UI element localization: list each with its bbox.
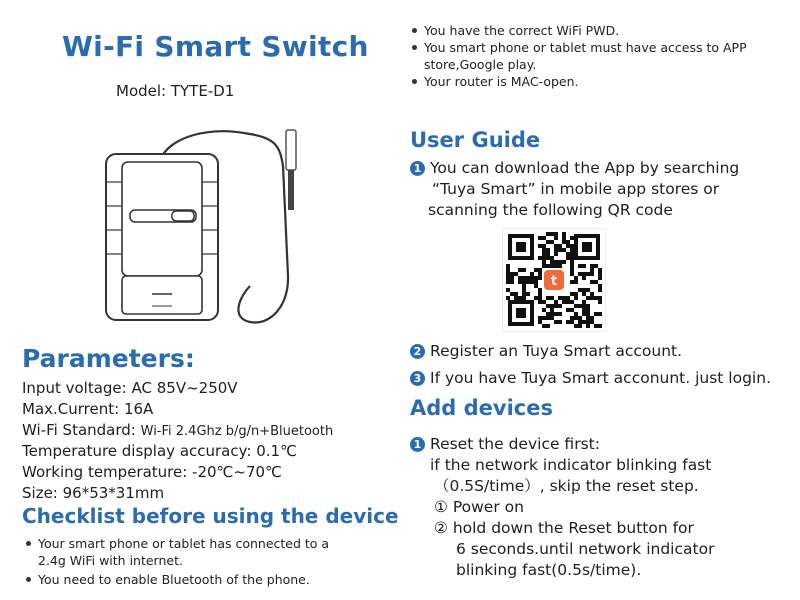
- qr-module: [506, 280, 510, 284]
- qr-module: [550, 264, 554, 268]
- qr-module: [570, 280, 574, 284]
- qr-module: [598, 272, 602, 276]
- param-input-voltage-label: Input voltage:: [22, 379, 127, 397]
- qr-module: [558, 248, 562, 252]
- qr-module: [590, 316, 594, 320]
- qr-module: [574, 280, 578, 284]
- qr-module: [554, 248, 558, 252]
- qr-module: [514, 296, 518, 300]
- qr-module: [526, 292, 530, 296]
- qr-module: [550, 296, 554, 300]
- qr-module: [586, 312, 590, 316]
- qr-module: [554, 300, 558, 304]
- qr-module: [590, 272, 594, 276]
- qr-module: [538, 256, 542, 260]
- param-wifi-standard: [22, 420, 333, 442]
- qr-module: [554, 232, 558, 236]
- qr-module: [534, 280, 538, 284]
- qr-module: [546, 264, 550, 268]
- qr-module: [554, 260, 558, 264]
- qr-module: [582, 304, 586, 308]
- guide-step-2-text: Register an Tuya Smart account.: [430, 342, 683, 360]
- device-illustration: [100, 126, 310, 336]
- param-max-current: Max.Current: 16A: [22, 400, 154, 418]
- qr-module: [550, 304, 554, 308]
- qr-module: [570, 292, 574, 296]
- qr-module: [574, 324, 578, 328]
- qr-module: [558, 304, 562, 308]
- qr-module: [558, 244, 562, 248]
- checklist-item: [24, 535, 384, 569]
- tuya-logo-letter: t: [550, 274, 558, 289]
- qr-module: [566, 256, 570, 260]
- qr-module: [582, 308, 586, 312]
- qr-module: [514, 292, 518, 296]
- qr-module: [554, 320, 558, 324]
- qr-module: [562, 236, 566, 240]
- qr-module: [510, 292, 514, 296]
- qr-module: [590, 320, 594, 324]
- top-bullet-text: store,Google play.: [424, 57, 537, 72]
- checklist-list: [24, 535, 384, 588]
- qr-module: [598, 288, 602, 292]
- qr-module: [522, 276, 526, 280]
- qr-module: [530, 272, 534, 276]
- qr-module: [570, 244, 574, 248]
- qr-module: [550, 240, 554, 244]
- add-device-text: Reset the device first:: [430, 435, 600, 453]
- qr-module: [538, 316, 542, 320]
- checklist-item: [24, 571, 384, 588]
- param-input-voltage-value: AC 85V~250V: [131, 379, 238, 397]
- qr-module: [574, 292, 578, 296]
- qr-module: [550, 232, 554, 236]
- qr-module: [522, 284, 526, 288]
- qr-module: [538, 268, 542, 272]
- qr-module: [562, 240, 566, 244]
- qr-module: [570, 252, 574, 256]
- qr-module: [566, 244, 570, 248]
- number-badge-icon: 2: [410, 344, 425, 359]
- qr-module: [538, 276, 542, 280]
- qr-module: [594, 324, 598, 328]
- qr-module: [542, 260, 546, 264]
- qr-module: [550, 316, 554, 320]
- qr-module: [522, 268, 526, 272]
- add-devices-heading: Add devices: [410, 396, 553, 420]
- qr-module: [554, 264, 558, 268]
- param-wifi-value: Wi-Fi 2.4Ghz b/g/n+Bluetooth: [140, 424, 334, 439]
- add-device-text: 6 seconds.until network indicator: [456, 540, 715, 558]
- qr-module: [542, 308, 546, 312]
- qr-module: [546, 252, 550, 256]
- qr-module: [566, 240, 570, 244]
- qr-module: [582, 312, 586, 316]
- qr-module: [538, 296, 542, 300]
- qr-module: [554, 312, 558, 316]
- model-number: Model: TYTE-D1: [116, 82, 235, 100]
- qr-module: [554, 304, 558, 308]
- qr-module: [546, 312, 550, 316]
- qr-module: [506, 272, 510, 276]
- qr-module: [506, 296, 510, 300]
- qr-module: [534, 296, 538, 300]
- qr-module: [546, 232, 550, 236]
- qr-module: [562, 260, 566, 264]
- qr-module: [550, 312, 554, 316]
- qr-module: [590, 296, 594, 300]
- add-device-text: blinking fast(0.5s/time).: [456, 561, 642, 579]
- checklist-item-text: You need to enable Bluetooth of the phone.: [38, 572, 310, 587]
- qr-module: [542, 264, 546, 268]
- qr-module: [586, 304, 590, 308]
- guide-step-2: [410, 341, 682, 362]
- qr-module: [570, 300, 574, 304]
- qr-module: [582, 288, 586, 292]
- qr-module: [582, 264, 586, 268]
- qr-module: [586, 308, 590, 312]
- qr-module: [570, 264, 574, 268]
- qr-module: [578, 272, 582, 276]
- qr-module: [570, 308, 574, 312]
- qr-module: [526, 276, 530, 280]
- qr-module: [546, 240, 550, 244]
- qr-module: [546, 296, 550, 300]
- number-badge-icon: 1: [410, 437, 425, 452]
- qr-module: [566, 308, 570, 312]
- add-device-text: （0.5S/time）, skip the reset step.: [434, 477, 699, 495]
- number-badge-icon: 1: [410, 161, 425, 176]
- qr-module: [530, 276, 534, 280]
- qr-module: [570, 272, 574, 276]
- add-device-text: ② hold down the Reset button for: [434, 519, 694, 537]
- qr-module: [574, 304, 578, 308]
- top-bullet-text: You have the correct WiFi PWD.: [424, 23, 620, 38]
- add-device-text: if the network indicator blinking fast: [430, 456, 712, 474]
- qr-module: [546, 304, 550, 308]
- qr-module: [554, 252, 558, 256]
- qr-module: [522, 288, 526, 292]
- qr-module: [590, 268, 594, 272]
- qr-module: [578, 320, 582, 324]
- qr-module: [542, 324, 546, 328]
- page-title: Wi-Fi Smart Switch: [62, 30, 369, 63]
- param-wifi-label: Wi-Fi Standard:: [22, 421, 141, 439]
- qr-module: [530, 280, 534, 284]
- qr-module: [578, 304, 582, 308]
- qr-module: [506, 288, 510, 292]
- qr-module: [578, 288, 582, 292]
- qr-module: [598, 268, 602, 272]
- qr-module: [578, 316, 582, 320]
- qr-module: [518, 296, 522, 300]
- qr-module: [546, 324, 550, 328]
- add-device-text: ① Power on: [434, 498, 524, 516]
- qr-module: [586, 320, 590, 324]
- qr-module: [574, 316, 578, 320]
- qr-module: [570, 236, 574, 240]
- qr-module: [562, 296, 566, 300]
- qr-module: [570, 268, 574, 272]
- param-temp-accuracy: Temperature display accuracy: 0.1℃: [22, 442, 297, 460]
- qr-module: [538, 236, 542, 240]
- qr-module: [542, 236, 546, 240]
- user-guide-heading: User Guide: [410, 128, 541, 152]
- qr-module: [546, 256, 550, 260]
- qr-module: [558, 296, 562, 300]
- qr-module: [574, 276, 578, 280]
- qr-module: [550, 308, 554, 312]
- guide-step-1-text: You can download the App by searching: [430, 159, 740, 177]
- qr-module: [586, 316, 590, 320]
- guide-step-1: [410, 158, 739, 221]
- qr-module: [594, 264, 598, 268]
- qr-module: [570, 256, 574, 260]
- qr-module: [562, 232, 566, 236]
- qr-module: [590, 292, 594, 296]
- qr-module: [542, 252, 546, 256]
- qr-module: [538, 320, 542, 324]
- qr-module: [562, 248, 566, 252]
- qr-module: [570, 320, 574, 324]
- qr-module: [578, 324, 582, 328]
- guide-step-1-text: scanning the following QR code: [428, 201, 673, 219]
- qr-module: [598, 300, 602, 304]
- qr-module: [594, 296, 598, 300]
- qr-module: [538, 288, 542, 292]
- qr-module: [582, 292, 586, 296]
- qr-module: [566, 296, 570, 300]
- qr-module: [590, 264, 594, 268]
- top-bullet-list: [410, 22, 790, 90]
- qr-module: [534, 276, 538, 280]
- qr-module: [506, 264, 510, 268]
- qr-module: [586, 288, 590, 292]
- qr-module: [510, 272, 514, 276]
- qr-module: [542, 244, 546, 248]
- qr-module: [566, 252, 570, 256]
- checklist-item-text: 2.4g WiFi with internet.: [38, 553, 183, 568]
- checklist-heading: Checklist before using the device: [22, 504, 399, 528]
- top-bullet-text: You smart phone or tablet must have access to APP: [424, 40, 747, 55]
- qr-module: [506, 268, 510, 272]
- qr-module: [522, 280, 526, 284]
- qr-module: [586, 324, 590, 328]
- qr-module: [570, 316, 574, 320]
- sensor-probe-grip: [288, 170, 294, 210]
- qr-module: [590, 280, 594, 284]
- qr-module: [510, 276, 514, 280]
- qr-module: [558, 260, 562, 264]
- qr-module: [554, 236, 558, 240]
- qr-module: [562, 300, 566, 304]
- qr-module: [558, 264, 562, 268]
- qr-module: [538, 272, 542, 276]
- qr-module: [526, 280, 530, 284]
- guide-step-1-text: “Tuya Smart” in mobile app stores or: [432, 180, 720, 198]
- qr-module: [570, 260, 574, 264]
- qr-module: [506, 276, 510, 280]
- add-device-step-1: [410, 434, 714, 581]
- qr-module: [598, 312, 602, 316]
- qr-module: [534, 268, 538, 272]
- qr-module: [522, 296, 526, 300]
- param-input-voltage: [22, 378, 238, 398]
- qr-module: [510, 280, 514, 284]
- qr-module: [582, 276, 586, 280]
- top-bullet-item: [410, 39, 790, 73]
- qr-module: [594, 280, 598, 284]
- device-switch: [172, 211, 194, 221]
- qr-module: [550, 260, 554, 264]
- checklist-item-text: Your smart phone or tablet has connected to a: [38, 536, 330, 551]
- qr-module: [566, 300, 570, 304]
- qr-module: [522, 292, 526, 296]
- qr-module: [542, 256, 546, 260]
- qr-module: [570, 248, 574, 252]
- qr-module: [598, 324, 602, 328]
- qr-module: [578, 264, 582, 268]
- qr-module: [518, 268, 522, 272]
- qr-module: [574, 296, 578, 300]
- qr-module: [586, 272, 590, 276]
- qr-code: [502, 228, 606, 332]
- qr-module: [598, 284, 602, 288]
- qr-module: [574, 312, 578, 316]
- qr-module: [558, 312, 562, 316]
- qr-module: [550, 256, 554, 260]
- qr-module: [586, 296, 590, 300]
- qr-module: [598, 296, 602, 300]
- top-bullet-text: Your router is MAC-open.: [424, 74, 579, 89]
- top-bullet-item: [410, 22, 790, 39]
- param-size: Size: 96*53*31mm: [22, 484, 165, 502]
- sensor-probe: [286, 130, 296, 170]
- parameters-heading: Parameters:: [22, 344, 195, 373]
- qr-module: [542, 316, 546, 320]
- qr-module: [518, 280, 522, 284]
- qr-module: [554, 244, 558, 248]
- qr-module: [558, 320, 562, 324]
- qr-module: [582, 272, 586, 276]
- qr-module: [546, 248, 550, 252]
- device-terminal-cover: [122, 276, 202, 314]
- qr-module: [566, 320, 570, 324]
- guide-step-3-text: If you have Tuya Smart acconunt. just login.: [430, 369, 771, 387]
- number-badge-icon: 3: [410, 371, 425, 386]
- qr-module: [518, 276, 522, 280]
- qr-module: [582, 320, 586, 324]
- qr-module: [538, 292, 542, 296]
- qr-module: [542, 300, 546, 304]
- qr-module: [582, 300, 586, 304]
- qr-module: [546, 316, 550, 320]
- param-working-temp: Working temperature: -20℃~70℃: [22, 463, 282, 481]
- qr-module: [514, 272, 518, 276]
- qr-module: [534, 284, 538, 288]
- top-bullet-item: [410, 73, 790, 90]
- qr-module: [598, 276, 602, 280]
- qr-module: [542, 248, 546, 252]
- qr-module: [538, 300, 542, 304]
- guide-step-3: [410, 368, 771, 389]
- qr-module: [538, 244, 542, 248]
- qr-module: [594, 312, 598, 316]
